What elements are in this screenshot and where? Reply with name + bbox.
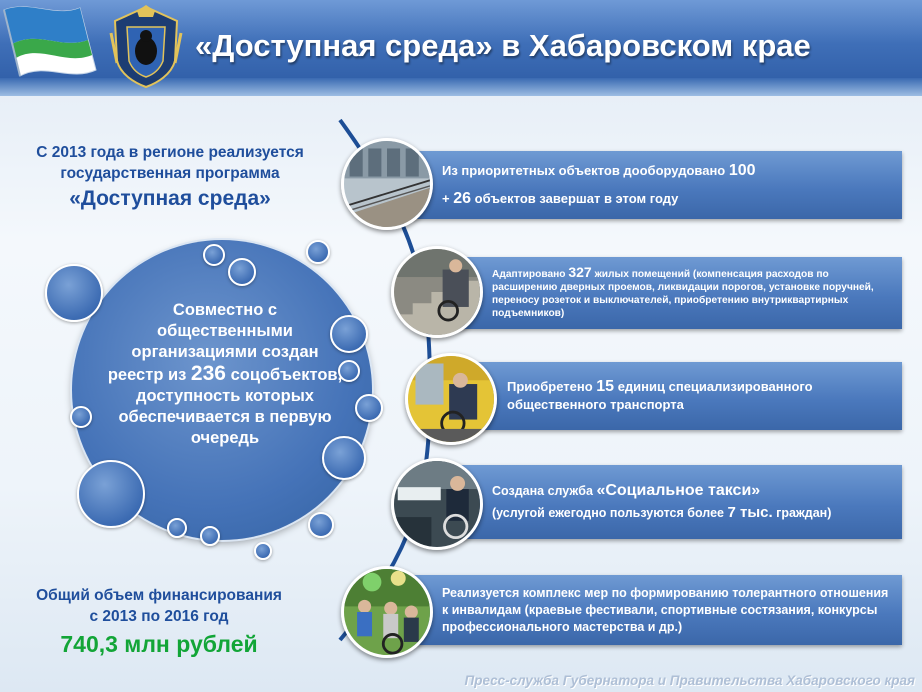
festival-photo-icon <box>341 566 433 658</box>
ramp-photo-icon <box>341 138 433 230</box>
funding-block <box>0 585 318 661</box>
registry-number: 236 <box>190 362 226 385</box>
bubble <box>228 258 256 286</box>
bubble <box>70 406 92 428</box>
intro-line-1: С 2013 года в регионе реализуется <box>36 144 304 161</box>
item3-number: 15 <box>596 378 615 395</box>
item-bar-2 <box>450 257 902 329</box>
bubble <box>167 518 187 538</box>
item-bar-4 <box>450 465 902 539</box>
item4-text: Создана служба <box>492 484 593 498</box>
bubble <box>306 240 330 264</box>
taxi-photo-icon <box>391 458 483 550</box>
intro-line-2: государственная программа <box>60 165 280 182</box>
bubble <box>355 394 383 422</box>
item-bar-1 <box>400 151 902 219</box>
item1-number: 100 <box>728 162 756 179</box>
item1-text: Из приоритетных объектов дооборудовано <box>442 163 726 178</box>
item4-text-3: граждан) <box>776 506 832 520</box>
bubble <box>203 244 225 266</box>
item2-text-2: жилых помещений (компенсация расходов по расширению дверных проемов, ликвидации порогов, установке поручней, переносу розеток и выключателей, приобретению внутриквартирных подъемников) <box>492 269 874 319</box>
registry-text-part1: Совместно с общественными организациями создан реестр из <box>107 301 319 384</box>
item1-number-2: 26 <box>453 190 472 207</box>
bus-photo-icon <box>405 353 497 445</box>
coat-of-arms-icon <box>107 3 185 89</box>
item3-text-2: единиц специализированного общественного транспорта <box>507 379 813 412</box>
funding-line-1: Общий объем финансирования <box>36 587 282 604</box>
funding-amount: 740,3 млн рублей <box>60 631 258 657</box>
footer-credit: Пресс-служба Губернатора и Правительства Хабаровского края <box>464 673 915 688</box>
bubble <box>254 542 272 560</box>
bubble <box>200 526 220 546</box>
item2-number: 327 <box>568 264 592 280</box>
item-bar-3 <box>465 362 902 430</box>
intro-text <box>0 142 340 214</box>
funding-line-2: с 2013 по 2016 год <box>89 608 229 625</box>
item-bar-5 <box>400 575 902 645</box>
item2-text: Адаптировано <box>492 269 566 280</box>
registry-text <box>105 300 345 449</box>
stairs-lift-photo-icon <box>391 246 483 338</box>
item4-service-name: «Социальное такси» <box>596 482 761 499</box>
item4-text-2: (услугой ежегодно пользуются более <box>492 506 724 520</box>
item5-text: Реализуется комплекс мер по формированию толерантного отношения к инвалидам (краевые фестивали, спортивные состязания, конкурсы профессионального мастерства и др.) <box>442 585 889 634</box>
program-name: «Доступная среда» <box>69 187 271 210</box>
page-title: «Доступная среда» в Хабаровском крае <box>195 28 811 63</box>
registry-text-part2: соцобъектов, доступность которых обеспечивается в первую очередь <box>118 366 343 447</box>
item3-text: Приобретено <box>507 379 593 394</box>
bubble <box>308 512 334 538</box>
bubble <box>45 264 103 322</box>
header-bar <box>0 0 922 96</box>
bubble <box>77 460 145 528</box>
item1-text-2: объектов завершат в этом году <box>474 191 679 206</box>
item1-plus: + <box>442 191 450 206</box>
flag-icon <box>0 0 108 92</box>
item4-number: 7 тыс. <box>727 504 773 521</box>
